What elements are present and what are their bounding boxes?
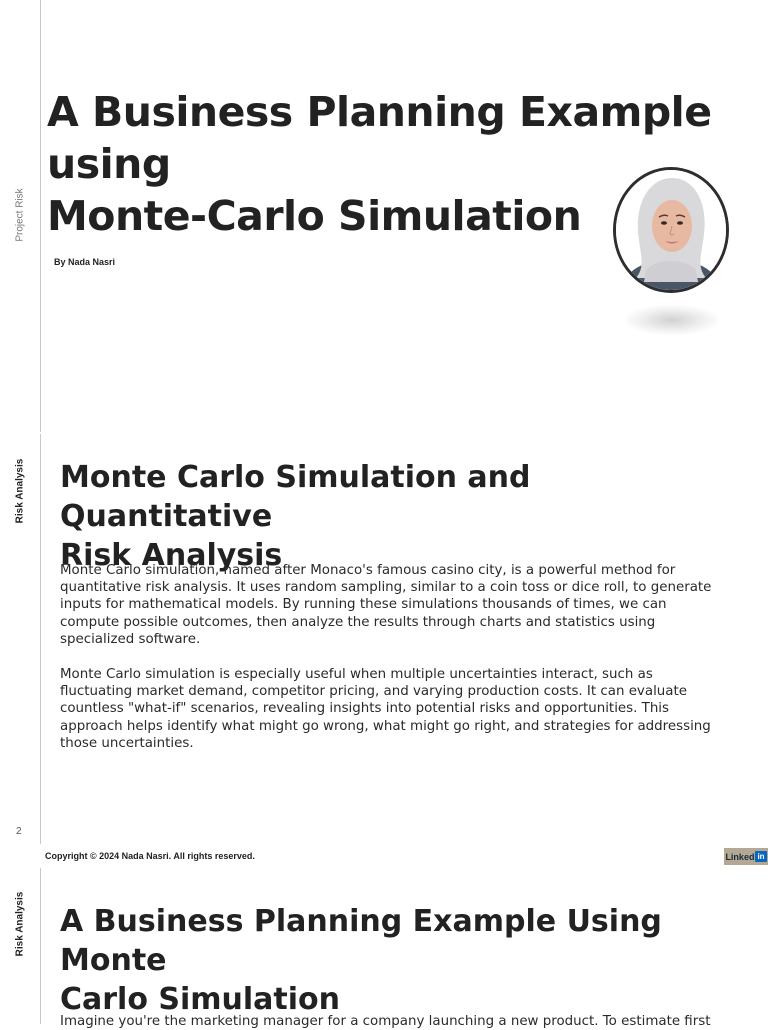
page-number: 2 [16,826,22,837]
copyright-notice: Copyright © 2024 Nada Nasri. All rights reserved. [45,851,255,861]
linkedin-text: Linked [725,851,755,862]
avatar-shadow [622,304,722,336]
section-title-quantitative-risk: Monte Carlo Simulation and Quantitative Risk Analysis [60,460,531,573]
paragraph-monte-carlo-intro: Monte Carlo simulation, named after Monaco's famous casino city, is a powerful method for quantitative risk analysis. It uses random sampling, similar to a coin toss or dice roll, to generate inputs for mathematical models. By running these simulations thousands of times, we can compute possible outcomes, then analyze the results through charts and statistics using specialized software. [60,563,712,647]
paragraph-monte-carlo-uses: Monte Carlo simulation is especially useful when multiple uncertainties interact, such as fluctuating market demand, competitor pricing, and varying production costs. It can evaluate countless "what-if" scenarios, revealing insights into potential risks and opportunities. This approach helps identify what might go wrong, what might go right, and strategies for addressing those uncertainties. [60,667,711,751]
page-divider-line [40,434,41,844]
author-avatar [613,167,729,293]
linkedin-badge[interactable] [724,848,768,865]
page-divider-line [40,868,41,1024]
paragraph-business-intro: Imagine you're the marketing manager for a company launching a new product. To estimate first [60,1014,711,1029]
author-portrait-icon [616,170,726,290]
page-divider-line [40,0,41,432]
author-byline: By Nada Nasri [54,257,116,267]
linkedin-icon: in [757,852,765,861]
section-title-business-planning: A Business Planning Example Using Monte Carlo Simulation [60,904,662,1017]
cover-title: A Business Planning Example using Monte-Carlo Simulation [47,88,712,240]
